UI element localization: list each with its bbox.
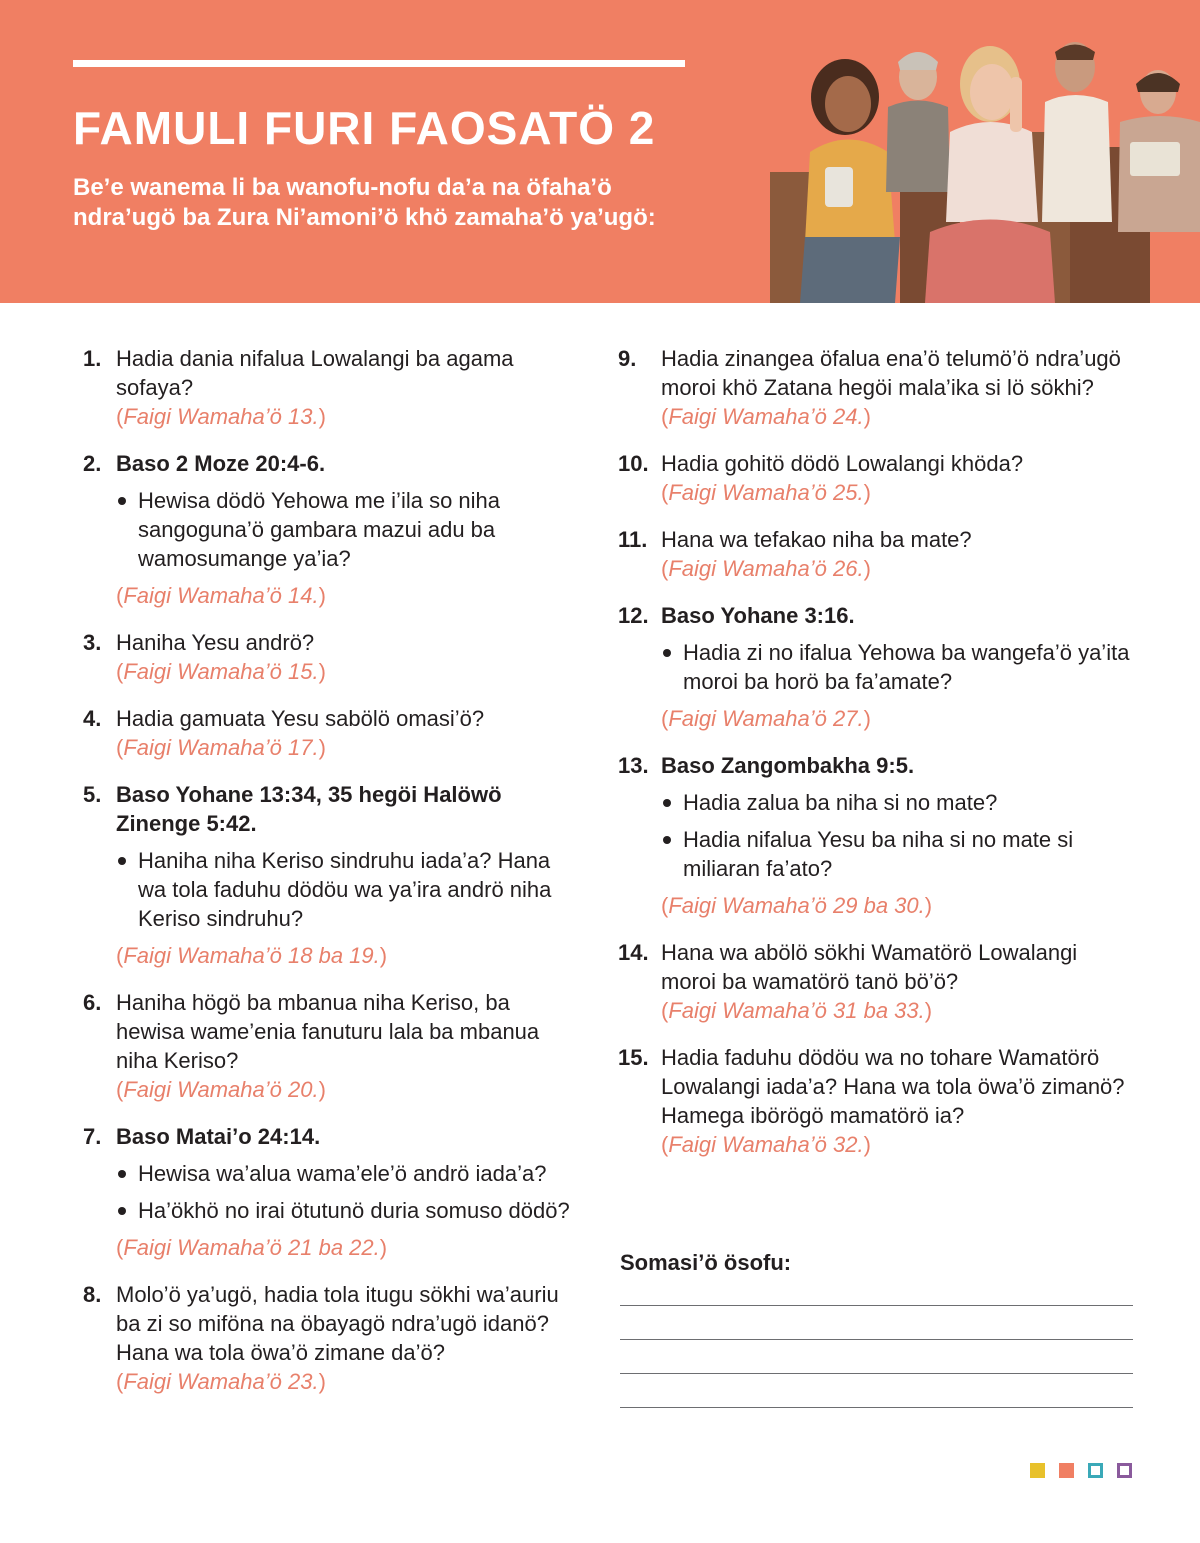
reference: (Faigi Wamaha’ö 24.)	[661, 404, 871, 429]
reference: (Faigi Wamaha’ö 13.)	[116, 404, 326, 429]
question-text: Baso Matai’o 24:14.	[116, 1124, 321, 1149]
questions-right-column	[618, 344, 1138, 1177]
question-text: Baso Yohane 13:34, 35 hegöi Halöwö Zinenge 5:42.	[116, 782, 502, 836]
square-outline-teal	[1088, 1463, 1103, 1478]
header-banner	[0, 0, 1200, 303]
question-text: Baso Zangombakha 9:5.	[661, 753, 915, 778]
reference-text: Faigi Wamaha’ö 31 ba 33.	[668, 998, 925, 1023]
question-number: 9.	[618, 346, 637, 371]
bullet-item: Hadia zalua ba niha si no mate?	[661, 788, 1138, 817]
question-text: Hadia dania nifalua Lowalangi ba agama sofaya?	[116, 346, 514, 400]
reference: (Faigi Wamaha’ö 32.)	[661, 1132, 871, 1157]
reference: (Faigi Wamaha’ö 25.)	[661, 480, 871, 505]
question-item	[83, 449, 583, 610]
question-number: 11.	[618, 527, 648, 552]
reference-text: Faigi Wamaha’ö 26.	[668, 556, 864, 581]
question-number: 5.	[83, 782, 102, 807]
question-text: Hana wa tefakao niha ba mate?	[661, 527, 972, 552]
reference: (Faigi Wamaha’ö 26.)	[661, 556, 871, 581]
reference-text: Faigi Wamaha’ö 32.	[668, 1132, 864, 1157]
question-number: 10.	[618, 451, 649, 476]
reference-text: Faigi Wamaha’ö 18 ba 19.	[123, 943, 380, 968]
reference-text: Faigi Wamaha’ö 23.	[123, 1369, 319, 1394]
question-item	[83, 780, 583, 970]
page-subtitle: Be’e wanema li ba wanofu-nofu da’a na öfaha’ö ndra’ugö ba Zura Ni’amoni’ö khö zamaha’ö ya’ugö:	[73, 174, 656, 231]
question-number: 7.	[83, 1124, 102, 1149]
square-filled-yellow	[1030, 1463, 1045, 1478]
question-number: 1.	[83, 346, 102, 371]
questions-left-column	[83, 344, 583, 1414]
reference: (Faigi Wamaha’ö 18 ba 19.)	[116, 943, 388, 968]
reference-text: Faigi Wamaha’ö 24.	[668, 404, 864, 429]
reference: (Faigi Wamaha’ö 21 ba 22.)	[116, 1235, 388, 1260]
reference: (Faigi Wamaha’ö 14.)	[116, 583, 326, 608]
header-rule	[73, 60, 685, 67]
reference-text: Faigi Wamaha’ö 14.	[123, 583, 319, 608]
bullet-item: Hadia zi no ifalua Yehowa ba wangefa’ö ya’ita moroi ba horö ba fa’amate?	[661, 638, 1138, 696]
question-item	[618, 449, 1138, 507]
question-number: 15.	[618, 1045, 649, 1070]
reference-text: Faigi Wamaha’ö 29 ba 30.	[668, 893, 925, 918]
question-item	[83, 1280, 583, 1396]
reference-text: Faigi Wamaha’ö 27.	[668, 706, 864, 731]
bullet-item: Hewisa dödö Yehowa me i’ila so niha sangoguna’ö gambara mazui adu ba wamosumange ya’ia?	[116, 486, 583, 573]
question-text: Hadia zinangea öfalua ena’ö telumö’ö ndra’ugö moroi khö Zatana hegöi mala’ika si lö sökhi?	[661, 346, 1121, 400]
question-item	[83, 1122, 583, 1262]
square-outline-purple	[1117, 1463, 1132, 1478]
reference-text: Faigi Wamaha’ö 15.	[123, 659, 319, 684]
question-text: Hadia gamuata Yesu sabölö omasi’ö?	[116, 706, 485, 731]
reference: (Faigi Wamaha’ö 17.)	[116, 735, 326, 760]
reference: (Faigi Wamaha’ö 27.)	[661, 706, 871, 731]
question-text: Molo’ö ya’ugö, hadia tola itugu sökhi wa’auriu ba zi so miföna na öbayagö ndra’ugö idanö? Hana wa tola öwa’ö zimane da’ö?	[116, 1282, 559, 1365]
question-number: 12.	[618, 603, 649, 628]
question-item	[618, 751, 1138, 920]
question-item	[618, 601, 1138, 733]
people-illustration	[770, 22, 1200, 303]
reference-text: Faigi Wamaha’ö 20.	[123, 1077, 319, 1102]
bullet-item: Ha’ökhö no irai ötutunö duria somuso dödö?	[116, 1196, 583, 1225]
question-text: Haniha högö ba mbanua niha Keriso, ba hewisa wame’enia fanuturu lala ba mbanua niha Keriso?	[116, 990, 540, 1073]
reference-text: Faigi Wamaha’ö 13.	[123, 404, 319, 429]
question-text: Haniha Yesu andrö?	[116, 630, 315, 655]
reference: (Faigi Wamaha’ö 29 ba 30.)	[661, 893, 933, 918]
reference: (Faigi Wamaha’ö 15.)	[116, 659, 326, 684]
question-text: Baso Yohane 3:16.	[661, 603, 855, 628]
notes-label: Somasi’ö ösofu:	[620, 1250, 792, 1275]
note-line[interactable]	[620, 1373, 1133, 1374]
question-item	[83, 628, 583, 686]
bullet-item: Hewisa wa’alua wama’ele’ö andrö iada’a?	[116, 1159, 583, 1188]
question-item	[83, 988, 583, 1104]
reference-text: Faigi Wamaha’ö 25.	[668, 480, 864, 505]
question-item	[83, 704, 583, 762]
question-item	[618, 525, 1138, 583]
reference-text: Faigi Wamaha’ö 21 ba 22.	[123, 1235, 380, 1260]
note-line[interactable]	[620, 1339, 1133, 1340]
note-line[interactable]	[620, 1407, 1133, 1408]
question-number: 3.	[83, 630, 102, 655]
reference: (Faigi Wamaha’ö 31 ba 33.)	[661, 998, 933, 1023]
page-title: FAMULI FURI FAOSATÖ 2	[73, 102, 656, 154]
reference: (Faigi Wamaha’ö 23.)	[116, 1369, 326, 1394]
question-text: Baso 2 Moze 20:4-6.	[116, 451, 326, 476]
question-number: 2.	[83, 451, 102, 476]
question-number: 8.	[83, 1282, 102, 1307]
question-item	[83, 344, 583, 431]
bullet-item: Haniha niha Keriso sindruhu iada’a? Hana wa tola faduhu dödöu wa ya’ira andrö niha Keriso sindruhu?	[116, 846, 583, 933]
bullet-item: Hadia nifalua Yesu ba niha si no mate si miliaran fa’ato?	[661, 825, 1138, 883]
reference: (Faigi Wamaha’ö 20.)	[116, 1077, 326, 1102]
question-number: 14.	[618, 940, 649, 965]
question-text: Hadia gohitö dödö Lowalangi khöda?	[661, 451, 1024, 476]
reference-text: Faigi Wamaha’ö 17.	[123, 735, 319, 760]
question-number: 6.	[83, 990, 102, 1015]
question-item	[618, 344, 1138, 431]
square-filled-coral	[1059, 1463, 1074, 1478]
question-text: Hadia faduhu dödöu wa no tohare Wamatörö Lowalangi iada’a? Hana wa tola öwa’ö zimanö? Hamega ibörögö mamatörö ia?	[661, 1045, 1125, 1128]
question-number: 4.	[83, 706, 102, 731]
question-item	[618, 1043, 1138, 1159]
question-item	[618, 938, 1138, 1025]
question-number: 13.	[618, 753, 649, 778]
question-text: Hana wa abölö sökhi Wamatörö Lowalangi moroi ba wamatörö tanö bö’ö?	[661, 940, 1078, 994]
note-line[interactable]	[620, 1305, 1133, 1306]
